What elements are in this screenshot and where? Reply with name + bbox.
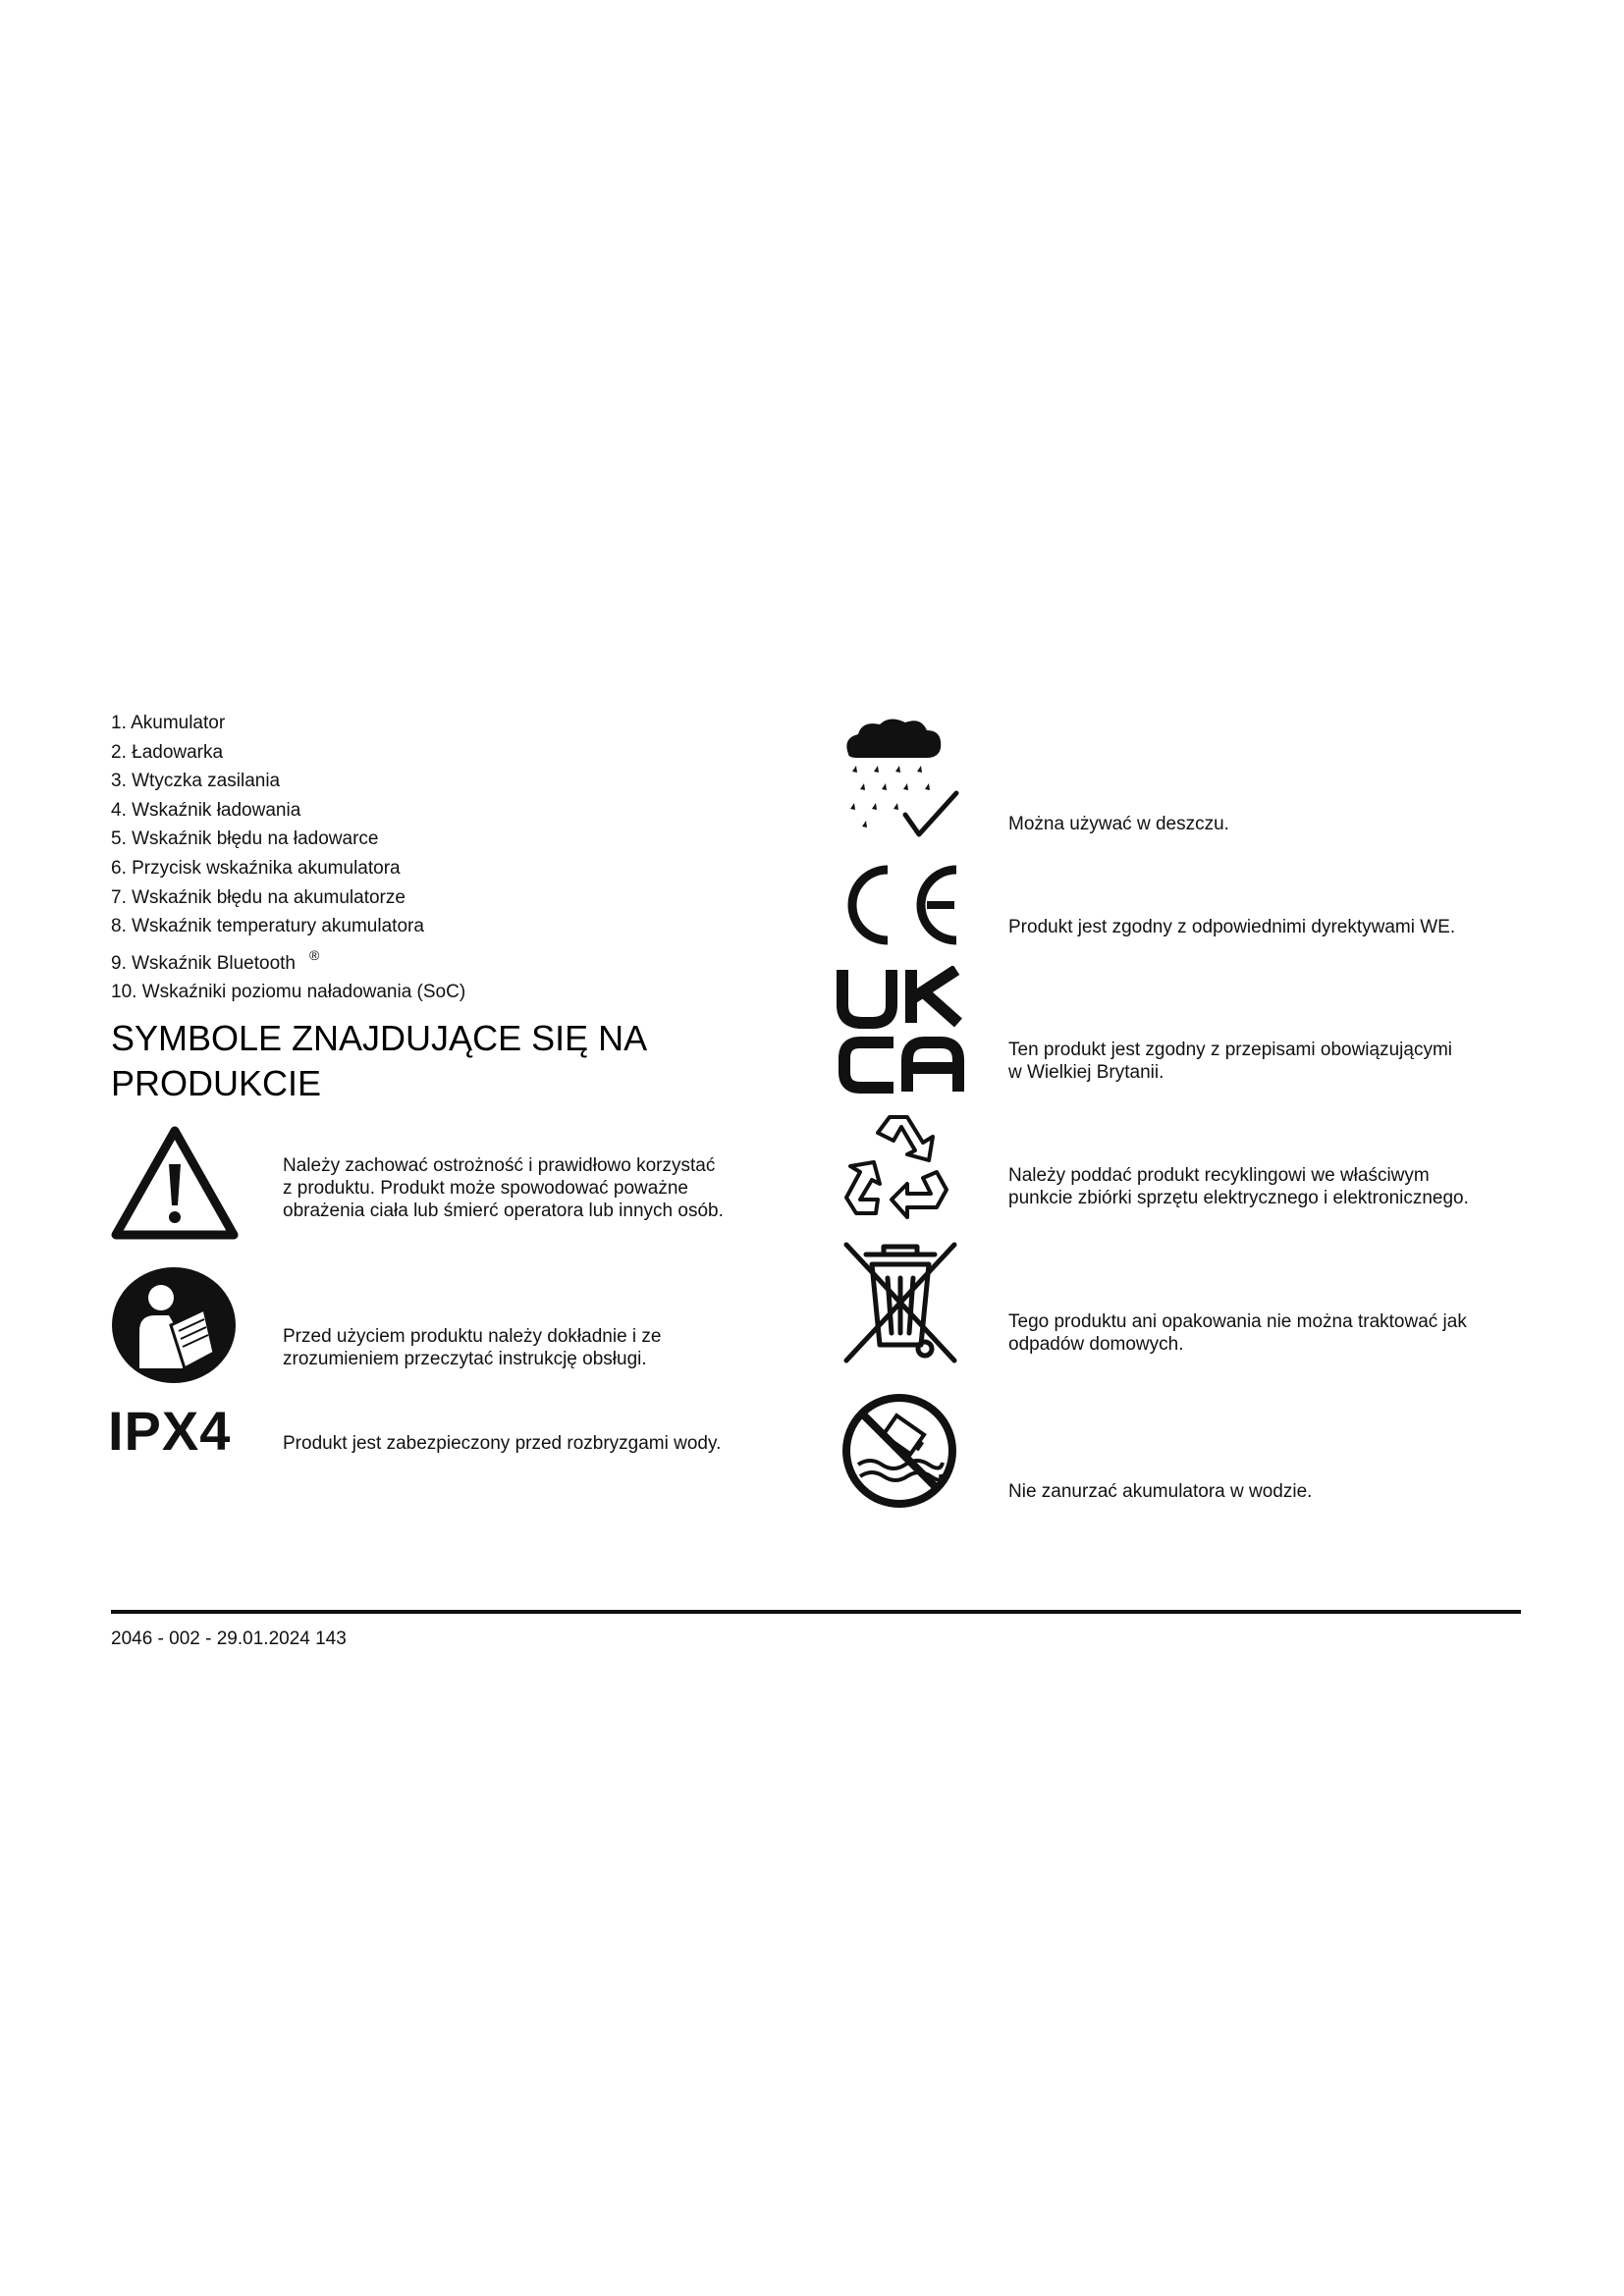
description-line: Należy poddać produkt recyklingowi we właściwym [1008, 1165, 1430, 1186]
warning-triangle-icon [110, 1125, 240, 1241]
description-line: w Wielkiej Brytanii. [1008, 1062, 1164, 1083]
section-heading: SYMBOLE ZNAJDUJĄCE SIĘ NA PRODUKCIE [111, 1018, 646, 1103]
rain-description [1008, 813, 1229, 835]
ukca-mark-icon [837, 966, 966, 1095]
description-line: Tego produktu ani opakowania nie można traktować jak [1008, 1311, 1467, 1332]
description-line: Produkt jest zgodny z odpowiednimi dyrektywami WE. [1008, 917, 1456, 937]
manual-description [283, 1325, 661, 1370]
warning-description [283, 1154, 724, 1222]
ipx4-mark: IPX4 [108, 1400, 232, 1462]
ukca-description [1008, 1039, 1452, 1084]
description-line: z produktu. Produkt może spowodować poważne [283, 1178, 688, 1199]
read-manual-icon [110, 1266, 238, 1384]
parts-list-item-bluetooth [111, 941, 465, 979]
description-line: Nie zanurzać akumulatora w wodzie. [1008, 1481, 1313, 1502]
description-line: Ten produkt jest zgodny z przepisami obowiązującymi [1008, 1040, 1452, 1060]
description-line: zrozumieniem przeczytać instrukcję obsługi. [283, 1349, 647, 1369]
no-submerge-battery-icon [840, 1392, 958, 1510]
recycle-description [1008, 1164, 1469, 1209]
description-line: Można używać w deszczu. [1008, 814, 1229, 834]
parts-list-item: 8. Wskaźnik temperatury akumulatora [111, 916, 424, 937]
ce-description [1008, 916, 1455, 938]
description-line: odpadów domowych. [1008, 1334, 1184, 1355]
parts-list-item: 5. Wskaźnik błędu na ładowarce [111, 828, 379, 850]
parts-list [111, 709, 465, 1007]
parts-list-item-label: 9. Wskaźnik Bluetooth [111, 952, 296, 974]
recycle-icon [837, 1111, 954, 1229]
parts-list-item: 1. Akumulator [111, 713, 226, 733]
description-line: Należy zachować ostrożność i prawidłowo korzystać [283, 1155, 716, 1176]
parts-list-item: 6. Przycisk wskaźnika akumulatora [111, 857, 401, 879]
description-line: punkcie zbiórki sprzętu elektrycznego i elektronicznego. [1008, 1188, 1469, 1208]
parts-list-item: 4. Wskaźnik ładowania [111, 799, 301, 821]
description-line: obrażenia ciała lub śmierć operatora lub innych osób. [283, 1201, 724, 1221]
parts-list-item: 2. Ładowarka [111, 741, 224, 763]
description-line: Produkt jest zabezpieczony przed rozbryzgami wody. [283, 1433, 722, 1454]
registered-mark: ® [308, 946, 320, 963]
footer-divider [111, 1610, 1521, 1614]
parts-list-item: 10. Wskaźniki poziomu naładowania (SoC) [111, 982, 466, 1003]
no-submerge-description [1008, 1480, 1312, 1503]
parts-list-item: 3. Wtyczka zasilania [111, 771, 281, 792]
description-line: Przed użyciem produktu należy dokładnie i ze [283, 1326, 662, 1347]
ce-mark-icon [837, 860, 964, 950]
ipx4-description [283, 1432, 721, 1455]
rain-ok-icon [837, 717, 964, 844]
weee-description [1008, 1310, 1467, 1356]
parts-list-item: 7. Wskaźnik błędu na akumulatorze [111, 886, 406, 908]
footer-doc-code: 2046 - 002 - 29.01.2024 143 [111, 1629, 347, 1649]
crossed-bin-icon [837, 1239, 964, 1366]
